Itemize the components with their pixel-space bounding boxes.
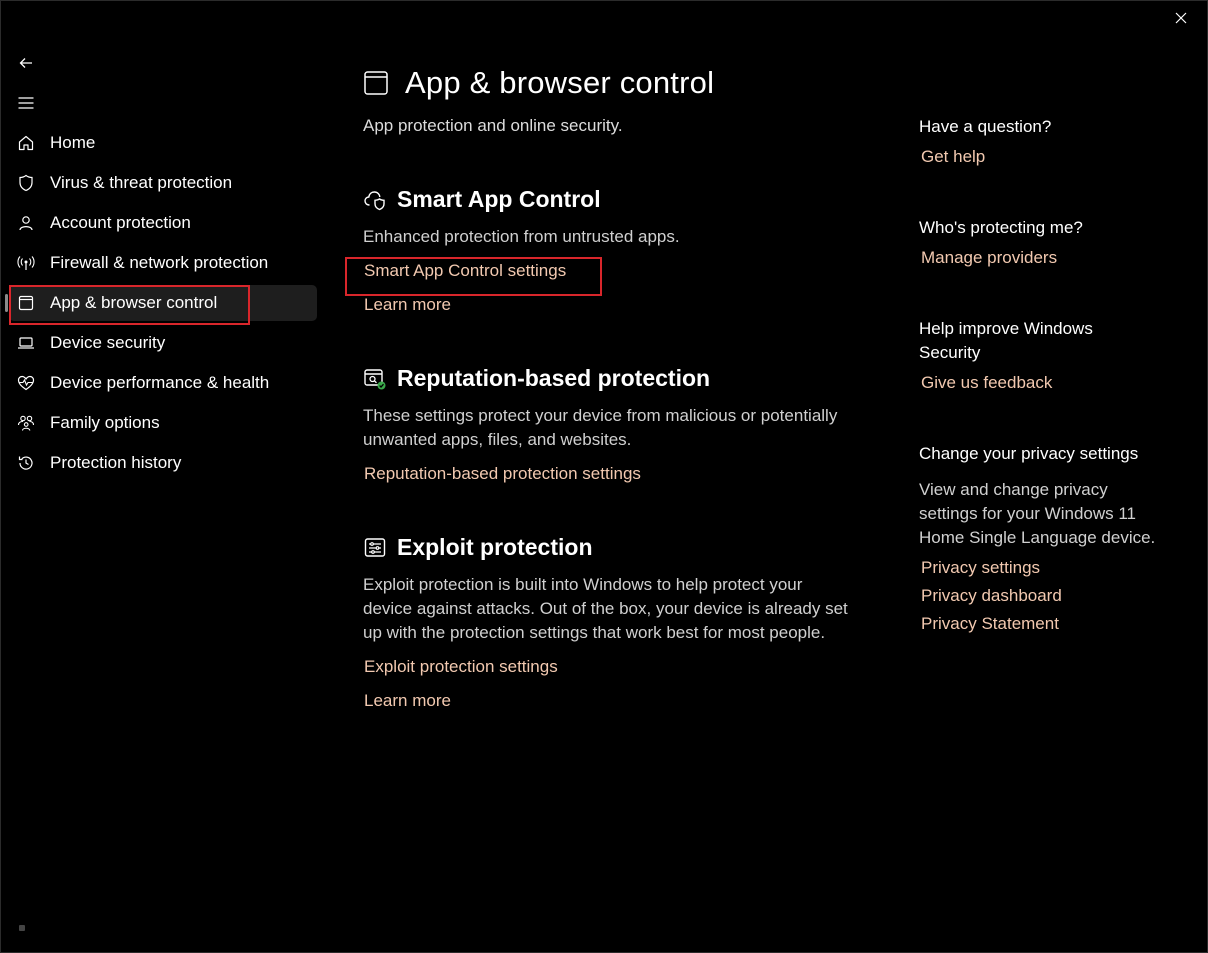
app-window-icon bbox=[363, 70, 389, 96]
close-button[interactable] bbox=[1163, 7, 1199, 29]
exploit-protection-section bbox=[363, 534, 863, 711]
sidebar-item-label: Account protection bbox=[50, 213, 191, 232]
privacy-settings-link[interactable]: Privacy settings bbox=[921, 558, 1041, 577]
sidebar-item-label: Virus & threat protection bbox=[50, 173, 233, 192]
section-title: Reputation-based protection bbox=[397, 365, 711, 391]
right-pane bbox=[919, 115, 1179, 634]
history-icon bbox=[17, 454, 35, 472]
sidebar-item-virus-threat-protection[interactable] bbox=[9, 165, 317, 201]
exploit-settings-icon bbox=[363, 536, 387, 560]
sidebar-item-device-security[interactable] bbox=[9, 325, 317, 361]
shield-icon bbox=[17, 174, 35, 192]
get-help-link[interactable]: Get help bbox=[921, 147, 986, 166]
antenna-icon bbox=[17, 254, 35, 272]
sidebar-item-family-options[interactable] bbox=[9, 405, 317, 441]
who-protecting-section bbox=[919, 216, 1179, 268]
page-header bbox=[363, 61, 863, 105]
section-header bbox=[363, 365, 863, 392]
sidebar-item-label: Protection history bbox=[50, 453, 182, 472]
settings-icon[interactable] bbox=[19, 925, 25, 931]
reputation-protection-settings-link[interactable]: Reputation-based protection settings bbox=[364, 464, 641, 483]
section-description: Exploit protection is built into Windows to help protect your device against attacks. Out of the box, your device is already set up with the protection settings that work best for most people. bbox=[363, 575, 848, 642]
help-title: Have a question? bbox=[919, 117, 1052, 136]
privacy-section bbox=[919, 442, 1179, 634]
section-description: These settings protect your device from malicious or potentially unwanted apps, files, and websites. bbox=[363, 406, 838, 449]
sidebar-item-firewall-network-protection[interactable] bbox=[9, 245, 317, 281]
sidebar-item-label: App & browser control bbox=[50, 293, 218, 312]
sidebar-navigation bbox=[1, 125, 321, 485]
who-protecting-title: Who's protecting me? bbox=[919, 218, 1083, 237]
person-icon bbox=[17, 214, 35, 232]
reputation-scan-icon bbox=[363, 367, 387, 391]
improve-title: Help improve Windows Security bbox=[919, 319, 1093, 362]
sidebar-item-app-browser-control[interactable] bbox=[9, 285, 317, 321]
hamburger-menu-icon bbox=[18, 97, 34, 109]
navigation-menu-button[interactable] bbox=[11, 93, 41, 113]
cloud-shield-icon bbox=[363, 188, 387, 212]
sidebar-item-home[interactable] bbox=[9, 125, 317, 161]
sidebar-item-label: Home bbox=[50, 133, 96, 152]
section-title: Exploit protection bbox=[397, 534, 593, 560]
page-title: App & browser control bbox=[405, 65, 715, 100]
exploit-protection-settings-link[interactable]: Exploit protection settings bbox=[364, 657, 558, 676]
section-title: Smart App Control bbox=[397, 186, 601, 212]
sidebar-item-protection-history[interactable] bbox=[9, 445, 317, 481]
section-description: Enhanced protection from untrusted apps. bbox=[363, 227, 680, 246]
smart-app-control-settings-link[interactable]: Smart App Control settings bbox=[364, 261, 567, 280]
section-header bbox=[363, 534, 863, 561]
heart-pulse-icon bbox=[17, 374, 35, 392]
home-icon bbox=[17, 134, 35, 152]
smart-app-control-section bbox=[363, 186, 863, 315]
help-section bbox=[919, 115, 1179, 167]
main-content bbox=[363, 61, 863, 711]
privacy-dashboard-link[interactable]: Privacy dashboard bbox=[921, 586, 1062, 605]
give-feedback-link[interactable]: Give us feedback bbox=[921, 373, 1053, 392]
privacy-title: Change your privacy settings bbox=[919, 444, 1139, 463]
laptop-icon bbox=[17, 334, 35, 352]
reputation-protection-section bbox=[363, 365, 863, 484]
page-subtitle: App protection and online security. bbox=[363, 116, 623, 135]
sidebar-item-label: Device performance & health bbox=[50, 373, 270, 392]
sidebar-item-label: Device security bbox=[50, 333, 166, 352]
back-button[interactable] bbox=[11, 53, 41, 73]
manage-providers-link[interactable]: Manage providers bbox=[921, 248, 1058, 267]
close-icon bbox=[1175, 12, 1187, 24]
selection-indicator bbox=[5, 294, 8, 312]
sidebar-item-label: Family options bbox=[50, 413, 160, 432]
exploit-protection-learn-more-link[interactable]: Learn more bbox=[364, 691, 451, 710]
family-icon bbox=[17, 414, 35, 432]
privacy-description: View and change privacy settings for your Windows 11 Home Single Language device. bbox=[919, 480, 1156, 547]
smart-app-control-learn-more-link[interactable]: Learn more bbox=[364, 295, 451, 314]
privacy-statement-link[interactable]: Privacy Statement bbox=[921, 614, 1059, 633]
sidebar-item-device-performance-health[interactable] bbox=[9, 365, 317, 401]
sidebar-item-label: Firewall & network protection bbox=[50, 253, 269, 272]
back-arrow-icon bbox=[19, 57, 33, 69]
app-window-icon bbox=[17, 294, 35, 312]
section-header bbox=[363, 186, 863, 213]
improve-section bbox=[919, 317, 1179, 393]
sidebar-item-account-protection[interactable] bbox=[9, 205, 317, 241]
